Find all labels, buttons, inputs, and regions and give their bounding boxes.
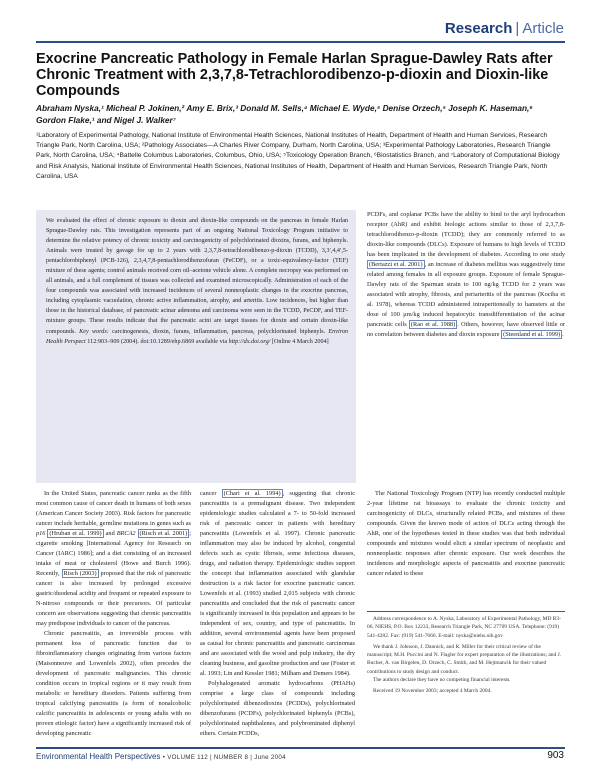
paragraph: Chronic pancreatitis, an irreversible process with permanent loss of pancreatic function due to fibroinflammatory changes originating from various factors (Maisonneuve and Lowenfels 2002), often precedes the development of pancreatic malignancies. This chronic condition occurs in tropical regions or it may result from metabolic or hereditary disorders. Patients suffering from tropical calcifying pancreatitis (a form of nonalcoholic calcific pancreatitis in adolescents or young adults with no proven etiologic factor) have a significantly increased risk of developing pancreatic: [36, 630, 191, 738]
text-run: In the United States, pancreatic cancer ranks as the fifth most common cause of cancer death in humans of both sexes (American Cancer Society 2003). Risk factors for pancreatic cancer include heritable, germline mutations in genes such as: [36, 490, 191, 528]
text-run: , suggesting that chronic pancreatitis is a premalignant disease. Two independent epidemiologic studies calculated a 7- to 50-fold increased risk of pancreatic cancer in patients with hereditary pancreatitis (Lowenfels et al. 1997). Chronic pancreatic inflammation may also be induced by alcohol, congenital defects such as cystic fibrosis, some infectious diseases, drugs, and radiation therapy. Epidemiologic studies support the concept that inflammation associated with glandular destruction is a risk factor for exocrine pancreatic cancer. Lowenfels et al. (1993) studied 2,015 subjects with chronic pancreatitis and concluded that the risk of pancreatic cancer is significantly increased in this population and appears to be independent of sex, country, and type of pancreatitis. In addition, several environmental agents have been proposed as causal for chronic pancreatitis and pancreatic carcinomas and are associated with the wood and pulp industry, the dry cleaning business, and gasoline production and use (Foster et al. 1993; Lin and Kessler 1981; Milham and Demers 1984).: [200, 490, 355, 678]
text-run: . Others, however, have observed little or no correlation between diabetes and dioxin exposure: [367, 321, 565, 339]
intro-column-middle: [200, 489, 355, 739]
footnotes: [367, 615, 565, 695]
page-number: 903: [547, 750, 564, 761]
text-run: cancer: [200, 490, 222, 497]
section-separator: |: [515, 20, 520, 37]
acknowledgments: We thank J. Johnson, J. Dannick, and R. Miller for their critical review of the manuscript; M.H. Puccini and N. Flagler for expert preparation of the illustrations; and J. Bucher, A. van Birgelen, D. Orzech, C. Smith, and M. Hejtmancik for their valued contributions to study design and conduct.: [367, 643, 562, 675]
competing-interests: The authors declare they have no competing financial interests.: [373, 676, 511, 683]
online-date: [Online 4 March 2004]: [271, 338, 329, 345]
abstract-box: [36, 210, 356, 483]
keywords-label: Key words:: [79, 328, 109, 335]
reference-link[interactable]: (Hruban et al. 1999): [49, 530, 102, 538]
reference-link[interactable]: (Steenland et al. 1999): [503, 331, 561, 339]
gene-name: p16: [36, 530, 46, 538]
footer-rule: [36, 747, 565, 749]
received-date: Received 19 November 2003; accepted 4 March 2004.: [373, 688, 492, 694]
doi-link[interactable]: http://dx.doi.org/: [228, 338, 271, 345]
reference-link[interactable]: Risch (2003): [63, 570, 97, 578]
article-title: Exocrine Pancreatic Pathology in Female Harlan Sprague-Dawley Rats after Chronic Treatment with 2,3,7,8-Tetrachlorodibenzo-p-dioxin and Dioxin-like Compounds: [36, 51, 553, 99]
journal-name: Environmental Health Perspectives: [36, 752, 161, 761]
text-run: ; cigarette smoking [International Agency for Research on Cancer (IARC) 1986]; and a diet consisting of an increased intake of meat or cholesterol (Howe and Burch 1996). Recently,: [36, 530, 191, 578]
section-label: [445, 20, 564, 37]
citation-details: 112:903–909 (2004). doi:10.1289/ehp.6869 available via: [87, 338, 228, 345]
section-name: Research: [444, 20, 513, 37]
text-run: , an increase of diabetes mellitus was suggestively time related among females in all exposure groups. Exposure of female Sprague-Dawley rats of the Sparman strain to 100 ng/kg TCDD for 2 years was associated with atrophy, fibrosis, and periarteritis of the pancreas (Kociba et al. 1978), whereas TCDD administered intraperitoneally to hamsters at the dose of 100 µm/kg induced hepatocytic transdifferentiation of the acinar pancreatic cells: [367, 261, 565, 329]
correspondence-address: Address correspondence to A. Nyska, Laboratory of Experimental Pathology, MD B3-06, NIEHS, P.O. Box 12233, Research Triangle Park, NC 27709 USA. Telephone: (919) 541-4282. Fax: (919) 541-7666. E-mail: nyska@niehs.nih.gov: [367, 616, 561, 639]
author-affiliations: ¹Laboratory of Experimental Pathology, National Institute of Environmental Health Sciences, National Institutes of Health, Department of Health and Human Services, Research Triangle Park, North Carolina, USA; ²Pathology Associates—A Charles River Company, Durham, North Carolina, USA; ³Experimental Pathology Laboratories, Research Triangle Park, North Carolina, USA; ⁴Battelle Columbus Laboratories, Columbus, Ohio, USA; ⁵Toxicology Operation Branch, ⁶Biostatistics Branch, and ⁷Laboratory of Computational Biology and Risk Analysis, National Institute of Environmental Health Sciences, National Institutes of Health, Department of Health and Human Services, Research Triangle Park, North Carolina, USA: [36, 132, 560, 180]
intro-column-right-bottom: [367, 489, 565, 579]
author-list: Abraham Nyska,¹ Micheal P. Jokinen,² Amy E. Brix,³ Donald M. Sells,⁴ Michael E. Wyde,⁵ Denise Orzech,⁵ Joseph K. Haseman,⁶ Gordon Flake,¹ and Nigel J. Walker⁷: [36, 103, 533, 125]
reference-link[interactable]: (Chari et al. 1994): [223, 490, 281, 497]
text-run: proposed that the risk of pancreatic cancer is also increased by prolonged excessive gastric/duodenal acidity and frequent or repeated exposure to N-nitroso compounds or their precursors. Of particular concern are observations suggesting that chronic pancreatitis may predispose individuals to cancer of the pancreas.: [36, 570, 191, 628]
paragraph: The National Toxicology Program (NTP) has recently conducted multiple 2-year lifetime rat bioassays to evaluate the chronic toxicity and carcinogenicity of DLCs, structurally related PCBs, and mixtures of these compounds. Given the known mode of action of DLCs acting through the AhR, one of the hypotheses tested in these studies was that both individual compounds and mixtures would elicit a similar spectrum of neoplastic and nonneoplastic responses after chronic exposure. Our work describes the incidences and morphologic aspects of pancreatitis and exocrine pancreatic cancer related to these: [367, 490, 565, 578]
footer-journal: [36, 752, 286, 761]
citation-journal: Environ Health Perspect: [46, 328, 348, 345]
abstract-text: [46, 216, 348, 347]
keywords: carcinogenesis, dioxin, furans, inflammation, pancreas, polychlorinated biphenyls.: [112, 328, 326, 335]
text-run: .: [562, 331, 564, 339]
volume-info: • VOLUME 112 | NUMBER 8 | June 2004: [162, 754, 286, 761]
intro-column-right-top: [367, 210, 565, 340]
paragraph: Polyhalogenated aromatic hydrocarbons (PHAHs) comprise a large class of compounds including polychlorinated dibenzodioxins (PCDDs), polychlorinated dibenzofurans (PCDFs), polychlorinated biphenyls (PCBs), polychlorinated naphthalenes, and polybrominated diphenyl ethers. Certain PCDDs,: [200, 680, 355, 738]
text-run: PCDFs, and coplanar PCBs have the ability to bind to the aryl hydrocarbon receptor (AhR) and exhibit biologic actions similar to those of 2,3,7,8-tetrachlorodibenzo-p-dioxin (TCDD); they are commonly referred to as dioxin-like compounds (DLCs). Exposure of humans to high levels of TCDD has been implicated in the development of diabetes. According to one study: [367, 211, 565, 259]
gene-name: BRCA2: [116, 530, 136, 538]
article-type: Article: [522, 20, 564, 37]
footnote-rule: [367, 611, 565, 612]
abstract-body: We evaluated the effect of chronic exposure to dioxin and dioxin-like compounds on the pancreas in female Harlan Sprague-Dawley rats. This investigation represents part of an ongoing National Toxicology Program initiative to determine the relative potency of chronic toxicity and carcinogenicity of polychlorinated dioxins, furans, and biphenyls. Animals were treated by gavage for up to 2 years with 2,3,7,8-tetrachlorodibenzo-p-dioxin (TCDD), 3,3′,4,4′,5-pentachlorobiphenyl (PCB-126), 2,3,4,7,8-pentachlorodibenzofuran (PeCDF), or a toxic-equivalency-factor (TEF) mixture of these agents; control animals received corn oil–acetone vehicle alone. A complete necropsy was performed on all animals, and a full complement of tissues was collected and examined microscopically. Administration of each of the four compounds was associated with increased incidences of several nonneoplastic changes in the exocrine pancreas, including cytoplasmic vacuolation, chronic active inflammation, atrophy, and arteritis. Low incidences, but higher than those in the historical database, of pancreatic acinar adenoma and carcinoma were seen in the TCDD, PeCDF, and TEF-mixture groups. These results indicate that the pancreatic acini are target tissues for dioxin and certain dioxin-like compounds.: [46, 218, 348, 335]
reference-link[interactable]: (Rao et al. 1988): [410, 321, 456, 329]
reference-link[interactable]: (Risch et al. 2001): [139, 530, 188, 538]
text-run: and: [103, 530, 117, 538]
header-rule: [36, 41, 565, 43]
reference-link[interactable]: (Bertazzi et al. 2001): [369, 261, 423, 269]
intro-column-left: [36, 489, 191, 739]
